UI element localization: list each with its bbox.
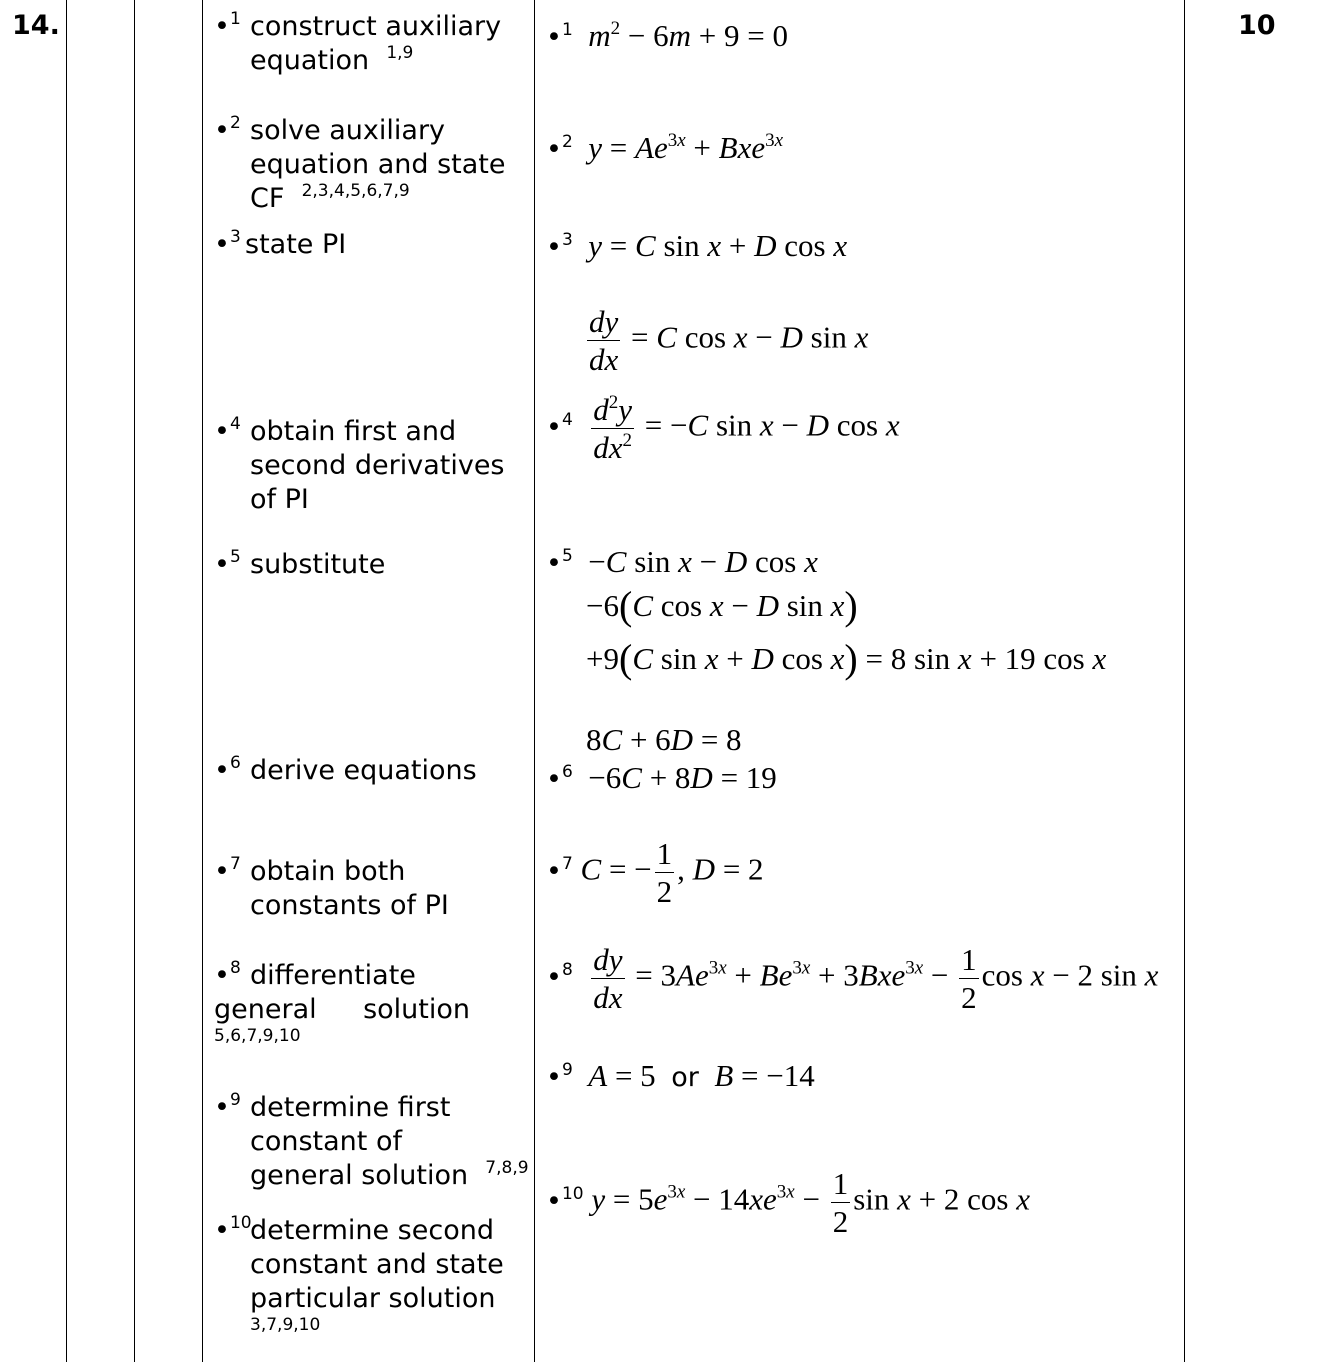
- illustration-3: •$^3$ state PI: [214, 227, 347, 260]
- illustration-6: •$^6$ derive equations: [214, 753, 477, 786]
- illustration-5: •$^5$ substitute: [214, 547, 386, 580]
- illustration-1: •$^1$ construct auxiliary equation $^{1,9}$: [214, 9, 502, 76]
- solution-9: •$^9$ A = 5 or B = −14: [546, 1058, 815, 1093]
- column-rule-3: [202, 0, 203, 1362]
- or-text: or: [671, 1062, 699, 1093]
- solution-3: •$^3$ y = C sin x + D cos x: [546, 228, 848, 263]
- solution-2: •$^2$ $y = Ae^{3x} + Bxe^{3x}$: [546, 130, 784, 165]
- solution-6: •$^6$ −6C + 8D = 19: [546, 760, 777, 795]
- illustration-2: •$^2$ solve auxiliary equation and state CF $^{2,3,4,5,6,7,9}$: [214, 113, 506, 214]
- solution-4: •$^4$ $\frac{d^2y}{dx^2}$ = −C sin x − D cos x: [546, 392, 900, 465]
- illustration-7: •$^7$ obtain both constants of PI: [214, 854, 449, 921]
- solution-7: •$^7$ C = − $\frac{1}{2}$ , D = 2: [546, 836, 764, 909]
- column-rule-1: [66, 0, 67, 1362]
- solution-8: •$^8$ $\frac{dy}{dx}$ = $3Ae^{3x} + Be^{3x} + 3Bxe^{3x}$ − $\frac{1}{2}$ cos x − 2 sin x: [546, 942, 1159, 1015]
- question-number: 14.: [12, 10, 60, 41]
- solution-10: •$^{10}$ $y = 5e^{3x} - 14xe^{3x}$ − $\frac{1}{2}$ sin x + 2 cos x: [546, 1166, 1030, 1239]
- solution-6-line-1: 8C + 6D = 8: [586, 722, 742, 757]
- illustration-4: •$^4$ obtain first and second derivatives of PI: [214, 414, 505, 515]
- solution-5-line-3: +9(C sin x + D cos x) = 8 sin x + 19 cos x: [586, 636, 1107, 681]
- column-rule-5: [1184, 0, 1185, 1362]
- illustration-9: •$^9$ determine first constant of general solution $^{7,8,9}$: [214, 1090, 529, 1191]
- solution-3-derivative: $\frac{dy}{dx}$ = C cos x − D sin x: [589, 304, 869, 377]
- max-marks: 10: [1238, 10, 1276, 41]
- solution-5-line-2: −6(C cos x − D sin x): [586, 583, 858, 628]
- solution-5: •$^5$ −C sin x − D cos x: [546, 544, 818, 579]
- illustration-8: •$^8$ differentiate general solution 5,6,7,9,10: [214, 958, 470, 1046]
- column-rule-4: [534, 0, 535, 1362]
- solution-1: •$^1$ $m^2 - 6m + 9 = 0$: [546, 18, 788, 53]
- column-rule-2: [134, 0, 135, 1362]
- illustration-10: •$^{10}$ determine second constant and state particular solution 3,7,9,10: [214, 1213, 504, 1335]
